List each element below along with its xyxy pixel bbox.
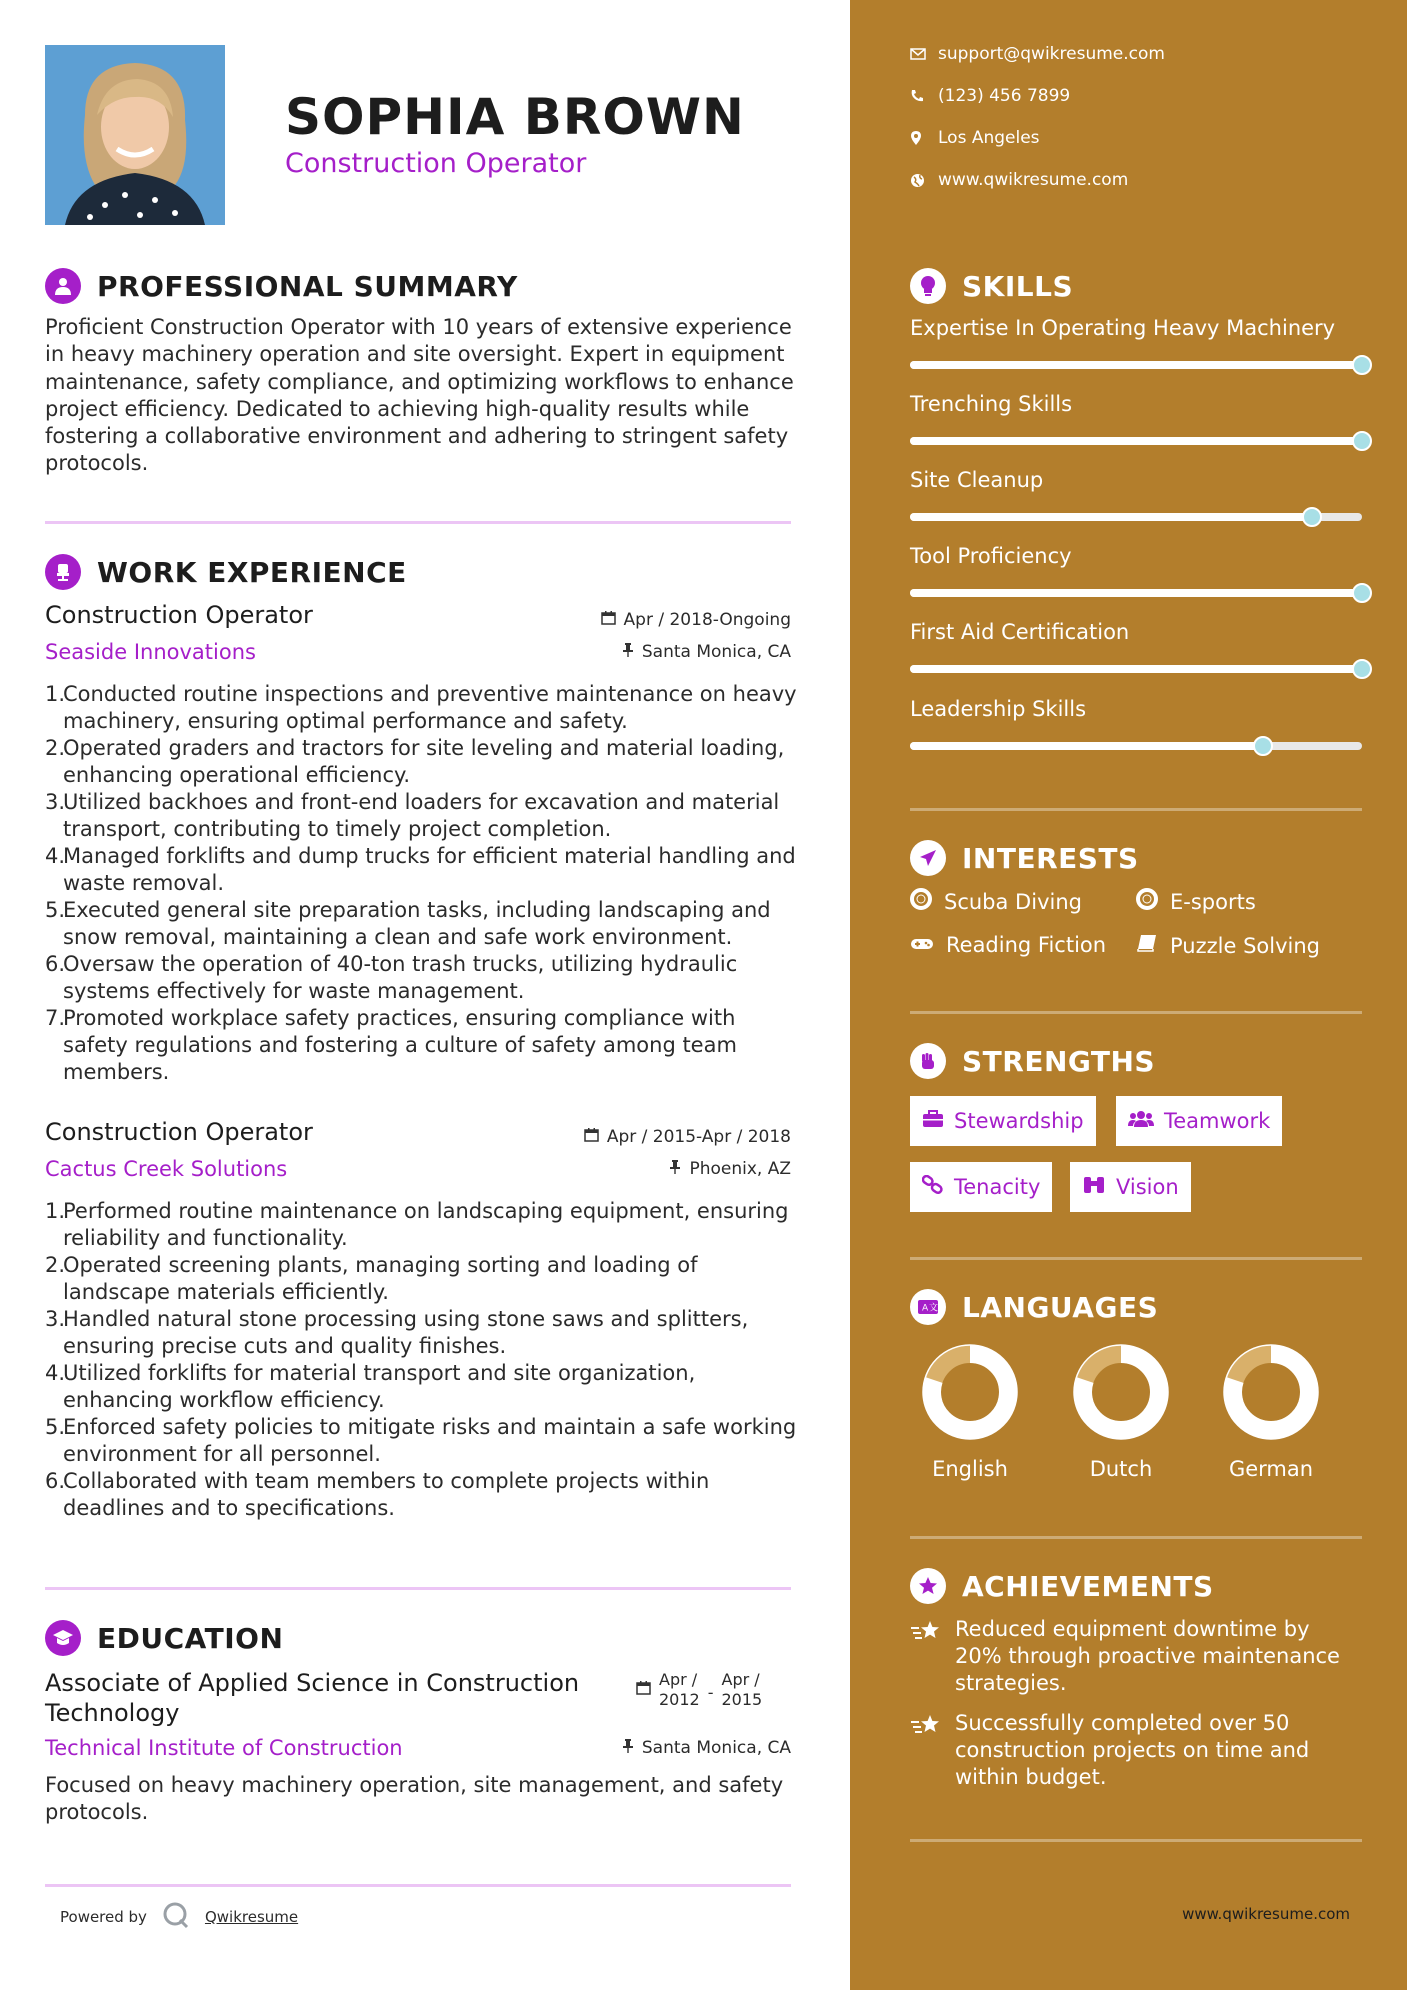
skill-fill [910,361,1362,369]
skill-bar [910,437,1362,445]
education-title: EDUCATION [97,1621,284,1655]
list-item: 1. Conducted routine inspections and preventive maintenance on heavy machinery, ensuring optimal performance and safety. [45,682,797,733]
skill-knob [1352,431,1372,451]
education-start: Apr / 2012 [659,1670,700,1709]
translate-icon [910,1289,946,1325]
interest-item: Reading Fiction [910,933,1106,957]
book-icon [1136,933,1158,958]
skill-name: Expertise In Operating Heavy Machinery [910,316,1336,340]
interests-heading [910,840,1139,876]
binoculars-icon [1082,1175,1106,1200]
list-item: 5. Enforced safety policies to mitigate risks and maintain a safe working environment for all personnel. [45,1415,797,1466]
education-location [622,1738,791,1758]
calendar-icon [601,610,616,630]
languages-title: LANGUAGES [962,1290,1159,1324]
skill-fill [910,742,1263,750]
strength-chip: Teamwork [1116,1096,1282,1146]
language-ring [1206,1342,1336,1442]
list-item: 4. Utilized forklifts for material transport and site organization, enhancing workflow efficiency. [45,1361,696,1412]
strength-chip: Tenacity [910,1162,1052,1212]
contact-location: Los Angeles [910,128,1040,148]
fist-icon [910,1043,946,1079]
list-item: 6. Oversaw the operation of 40-ton trash trucks, utilizing hydraulic systems effectively for waste management. [45,952,738,1003]
skill-bar [910,361,1362,369]
skill-fill [910,513,1312,521]
candidate-role: Construction Operator [285,148,587,179]
qwikresume-logo-icon [161,1900,191,1934]
skill-knob [1352,583,1372,603]
job-duties [45,1198,805,1522]
language-ring-svg [1221,1342,1321,1442]
user-icon [45,268,81,304]
skill-bar [910,742,1362,750]
skills-title: SKILLS [962,269,1074,303]
list-item: 5. Executed general site preparation tasks, including landscaping and snow removal, maintaining a clean and safe work environment. [45,898,771,949]
language-name: English [932,1457,1008,1481]
language-ring-svg [1071,1342,1171,1442]
pin-icon [669,1159,681,1179]
skill-fill [910,589,1362,597]
users-icon [1128,1109,1154,1133]
envelope-icon [910,48,938,60]
qwikresume-link[interactable]: Qwikresume [204,1908,299,1926]
skill-name: Trenching Skills [910,392,1073,416]
summary-title: PROFESSIONAL SUMMARY [97,269,518,303]
graduation-cap-icon [45,1620,81,1656]
list-item: 1. Performed routine maintenance on landscaping equipment, ensuring reliability and functionality. [45,1199,789,1250]
language-ring [1056,1342,1186,1442]
skill-name: Leadership Skills [910,697,1087,721]
shooting-star-icon [910,1616,955,1697]
language-ring-svg [920,1342,1020,1442]
gamepad-icon [910,933,934,957]
calendar-icon [584,1127,599,1147]
languages-heading [910,1289,1158,1325]
list-item: 3. Handled natural stone processing using stone saws and splitters, ensuring precise cuts and quality finishes. [45,1307,749,1358]
education-end: Apr / 2015 [721,1670,763,1709]
strength-chip: Stewardship [910,1096,1096,1146]
summary-heading [45,268,518,304]
summary-text: Proficient Construction Operator with 10 years of extensive experience in heavy machinery operation and site oversight. Expert in equipment maintenance, safety compliance, and optimizing workflows to enhance project efficiency. Dedicated to achieving high-quality results while fostering a collaborative environment and adhering to stringent safety protocols. [45,315,794,476]
job-location [622,642,791,662]
sidebar-divider [910,1839,1362,1842]
skill-bar [910,513,1362,521]
job-date [601,610,791,630]
list-item: 4. Managed forklifts and dump trucks for efficient material handling and waste removal. [45,844,796,895]
skill-knob [1352,355,1372,375]
interest-item: Scuba Diving [910,888,1082,915]
lifebuoy-icon [910,888,932,915]
contact-phone[interactable]: (123) 456 7899 [910,86,1070,106]
degree-title: Associate of Applied Science in Construction Technology [45,1669,580,1727]
interest-item: Puzzle Solving [1136,933,1320,958]
job-date-text: Apr / 2015-Apr / 2018 [606,1127,791,1147]
list-item: 2. Operated screening plants, managing sorting and loading of landscape materials efficiently. [45,1253,698,1304]
school-name: Technical Institute of Construction [45,1736,403,1760]
interest-item: E-sports [1136,888,1256,915]
job-company: Seaside Innovations [45,640,256,664]
skill-fill [910,665,1362,673]
briefcase-icon [922,1109,944,1133]
education-heading [45,1620,283,1656]
job-date-text: Apr / 2018-Ongoing [623,610,791,630]
pin-icon [622,1738,634,1758]
sidebar-divider [910,1536,1362,1539]
job-duties [45,681,805,1086]
language-ring [905,1342,1035,1442]
skill-name: First Aid Certification [910,620,1130,644]
list-item: 7. Promoted workplace safety practices, ensuring compliance with safety regulations and fostering a culture of safety among team members. [45,1006,737,1084]
footer-site-link[interactable]: www.qwikresume.com [1182,1905,1350,1923]
education-text: Focused on heavy machinery operation, site management, and safety protocols. [45,1773,784,1825]
list-item: 3. Utilized backhoes and front-end loaders for excavation and material transport, contributing to timely project completion. [45,790,780,841]
section-divider [45,1884,791,1887]
list-item: 6. Collaborated with team members to complete projects within deadlines and to specifications. [45,1469,710,1520]
strength-chip: Vision [1070,1162,1191,1212]
achievements-heading [910,1568,1214,1604]
powered-label: Powered by [60,1908,147,1926]
language-name: Dutch [1089,1457,1153,1481]
experience-title: WORK EXPERIENCE [97,555,407,589]
experience-heading [45,554,407,590]
achievement-item: Reduced equipment downtime by 20% through proactive maintenance strategies. [910,1616,1360,1697]
skills-heading [910,268,1073,304]
globe-icon [910,173,938,188]
sidebar-divider [910,1011,1362,1014]
skill-name: Tool Proficiency [910,544,1072,568]
svg-text:A: A [922,1303,929,1314]
profile-photo [45,45,225,225]
language-name: German [1228,1457,1314,1481]
job-location-text: Phoenix, AZ [689,1159,791,1179]
interests-title: INTERESTS [962,841,1139,875]
job-location-text: Santa Monica, CA [641,642,791,662]
job-company: Cactus Creek Solutions [45,1157,288,1181]
skill-fill [910,437,1362,445]
sidebar-divider [910,808,1362,811]
achievements-title: ACHIEVEMENTS [962,1569,1214,1603]
skill-bar [910,589,1362,597]
candidate-name: SOPHIA BROWN [285,88,745,146]
star-icon [910,1568,946,1604]
office-chair-icon [45,554,81,590]
skill-knob [1352,659,1372,679]
pin-icon [622,642,634,662]
job-title: Construction Operator [45,601,313,629]
svg-text:文: 文 [929,1303,939,1314]
strengths-title: STRENGTHS [962,1044,1156,1078]
footer-powered [60,1900,298,1934]
education-dates: Apr / 2012 - Apr / 2015 [636,1670,762,1710]
paper-plane-icon [910,840,946,876]
job-date [584,1127,791,1147]
achievement-item: Successfully completed over 50 construction projects on time and within budget. [910,1710,1360,1791]
skill-knob [1253,736,1273,756]
skill-bar [910,665,1362,673]
job-location [669,1159,791,1179]
list-item: 2. Operated graders and tractors for site leveling and material loading, enhancing operational efficiency. [45,736,785,787]
link-icon [922,1175,944,1200]
calendar-icon [636,1680,651,1700]
lifebuoy-icon [1136,888,1158,915]
section-divider [45,1587,791,1590]
job-title: Construction Operator [45,1118,313,1146]
sidebar-divider [910,1257,1362,1260]
contact-email[interactable]: support@qwikresume.com [910,44,1165,64]
skill-name: Site Cleanup [910,468,1044,492]
contact-website[interactable]: www.qwikresume.com [910,170,1128,190]
map-marker-icon [910,130,938,146]
education-location-text: Santa Monica, CA [641,1738,791,1758]
phone-icon [910,89,938,103]
lightbulb-icon [910,268,946,304]
shooting-star-icon [910,1710,955,1791]
strengths-heading [910,1043,1155,1079]
section-divider [45,521,791,524]
